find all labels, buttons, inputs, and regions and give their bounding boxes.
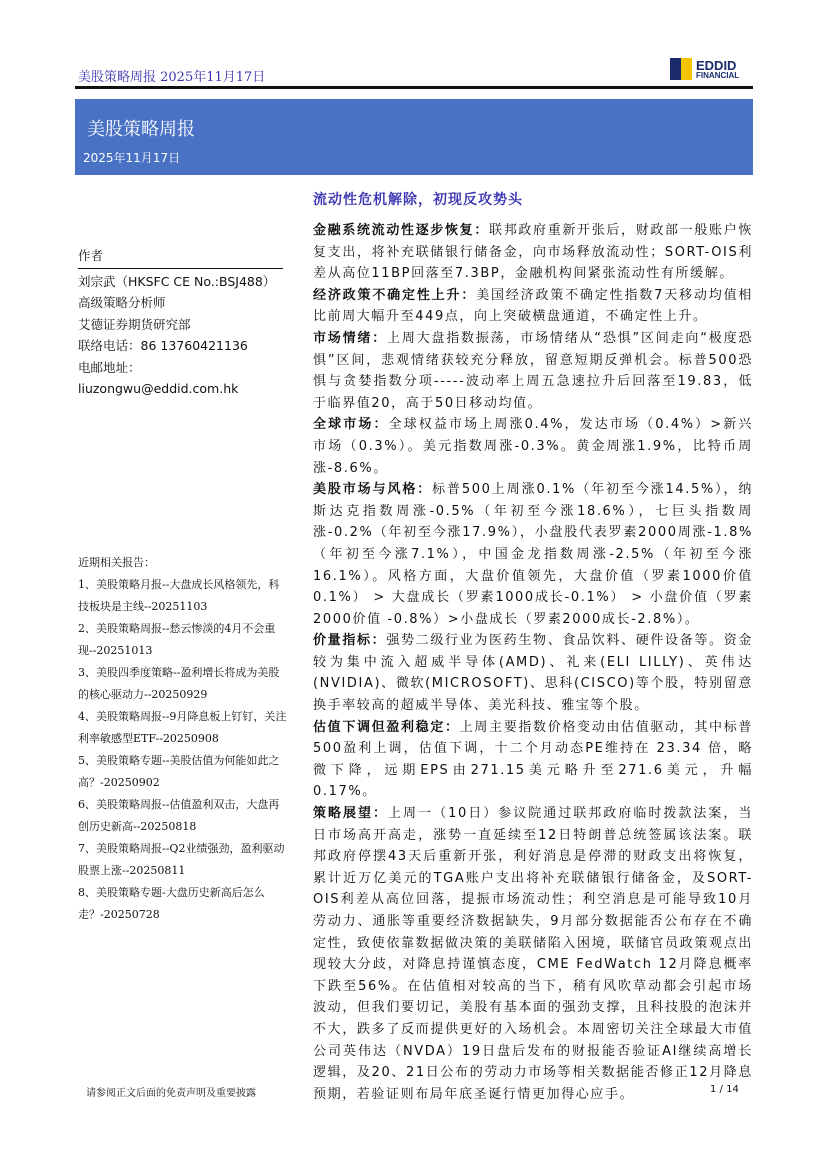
header-divider (75, 86, 753, 89)
related-report-item: 5、美股策略专题--美股估值为何能如此之高？-20250902 (78, 754, 280, 789)
author-email[interactable]: liuzongwu@eddid.com.hk (78, 381, 239, 396)
author-block (78, 245, 283, 400)
related-report-item: 4、美股策略周报--9月降息板上钉钉，关注利率敏感型ETF--20250908 (78, 710, 287, 745)
page-number: 1 / 14 (710, 1084, 739, 1095)
running-header-title: 美股策略周报 2025年11月17日 (78, 70, 266, 85)
author-title: 高级策略分析师 (78, 295, 166, 310)
related-report-item: 8、美股策略专题-大盘历史新高后怎么走？-20250728 (78, 886, 265, 921)
logo-line2: FINANCIAL (696, 70, 740, 80)
related-report-item: 1、美股策略月报--大盘成长风格领先，科技板块是主线--20251103 (78, 578, 280, 613)
eddid-logo (670, 58, 739, 80)
paragraph: 金融系统流动性逐步恢复：联邦政府重新开张后，财政部一般账户恢复支出，将补充联储银行储备金，向市场释放流动性；SORT-OIS利差从高位11BP回落至7.3BP，金融机构间紧张流动性有所缓解。 (313, 223, 753, 282)
logo-mark-icon (670, 58, 692, 80)
paragraph: 全球市场：全球权益市场上周涨0.4%，发达市场（0.4%）>新兴市场（0.3%）。美元指数周涨-0.3%。黄金周涨1.9%，比特币周涨-8.6%。 (313, 417, 753, 476)
related-heading: 近期相关报告： (78, 556, 155, 569)
report-date: 2025年11月17日 (83, 151, 181, 165)
related-report-item: 6、美股策略周报--估值盈利双击，大盘再创历史新高--20250818 (78, 798, 280, 833)
logo-line1: EDDID (696, 57, 737, 73)
related-report-item: 2、美股策略周报--愁云惨淡的4月不会重现--20251013 (78, 622, 276, 657)
related-reports (78, 552, 288, 926)
author-dept: 艾德证券期货研究部 (78, 316, 191, 332)
paragraph: 经济政策不确定性上升：美国经济政策不确定性指数7天移动均值相比前周大幅升至449点，向上突破横盘通道，不确定性上升。 (313, 287, 753, 325)
author-heading: 作者 (78, 245, 283, 269)
paragraph: 市场情绪：上周大盘指数振荡，市场情绪从“恐惧”区间走向“极度恐惧”区间，悲观情绪获较充分释放，留意短期反弹机会。标普500恐惧与贪婪指数分项-----波动率上周五急速拉升后回落至19.83，低于临界值20，高于50日移动均值。 (313, 330, 753, 411)
report-title: 美股策略周报 (87, 119, 195, 140)
main-body (313, 220, 753, 1105)
related-report-item: 7、美股策略周报--Q2业绩强劲，盈利驱动股票上涨--20250811 (78, 842, 285, 877)
headline: 流动性危机解除，初现反攻势头 (313, 192, 523, 208)
related-report-item: 3、美股四季度策略--盈利增长将成为美股的核心驱动力--20250929 (78, 666, 280, 701)
paragraph: 美股市场与风格：标普500上周涨0.1%（年初至今涨14.5%），纳斯达克指数周涨-0.5%（年初至今涨18.6%），七巨头指数周涨-0.2%（年初至今涨17.9%），小盘股代表罗素2000周涨-1.8%（年初至今涨7.1%），中国金龙指数周涨-2.5%（年初至今涨16.1%）。风格方面，大盘价值领先，大盘价值（罗素1000价值 0.1%） > 大盘成长（罗素1000成长-0.1%） > 小盘价值（罗素2000价值 -0.8%）>小盘成长（罗素2000成长-2.8%）。 (313, 482, 753, 627)
paragraph: 估值下调但盈利稳定：上周主要指数价格变动由估值驱动，其中标普500盈利上调，估值下调，十二个月动态PE维持在 23.34 倍，略微下降，远期EPS由271.15美元略升至271.6美元，升幅 0.17%。 (313, 719, 753, 800)
author-phone: 联络电话：86 13760421136 (78, 338, 248, 353)
footer-disclaimer: 请参阅正文后面的免责声明及重要披露 (86, 1088, 256, 1099)
author-name: 刘宗武（HKSFC CE No.:BSJ488） (78, 273, 276, 289)
title-banner (75, 99, 753, 175)
author-email-label: 电邮地址： (78, 359, 141, 375)
paragraph: 价量指标：强势二级行业为医药生物、食品饮料、硬件设备等。资金较为集中流入超威半导体(AMD)、礼来(ELI LILLY)、英伟达(NVIDIA)、微软(MICROSOFT)、思科(CISCO)等个股，特别留意换手率较高的超威半导体、美光科技、雅宝等个股。 (313, 633, 753, 714)
paragraph: 策略展望：上周一（10日）参议院通过联邦政府临时拨款法案，当日市场高开高走，涨势一直延续至12日特朗普总统签属该法案。联邦政府停摆43天后重新开张，利好消息是停滞的财政支出将恢复，累计近万亿美元的TGA账户支出将补充联储银行储备金，及SORT-OIS利差从高位回落，提振市场流动性；利空消息是可能导致10月劳动力、通胀等重要经济数据缺失，9月部分数据能否公布存在不确定性，致使依靠数据做决策的美联储陷入困境，联储官员政策观点出现较大分歧，对降息持谨慎态度，CME FedWatch 12月降息概率下跌至56%。在估值相对较高的当下，稍有风吹草动都会引起市场波动，但我们要切记，美股有基本面的强劲支撑，且科技股的泡沫并不大，跌多了反而提供更好的入场机会。本周密切关注全球最大市值公司英伟达（NVDA）19日盘后发布的财报能否验证AI继续高增长逻辑，及20、21日公布的劳动力市场等相关数据能否修正12月降息预期，若验证则布局年底圣诞行情更加得心应手。 (313, 806, 753, 1102)
